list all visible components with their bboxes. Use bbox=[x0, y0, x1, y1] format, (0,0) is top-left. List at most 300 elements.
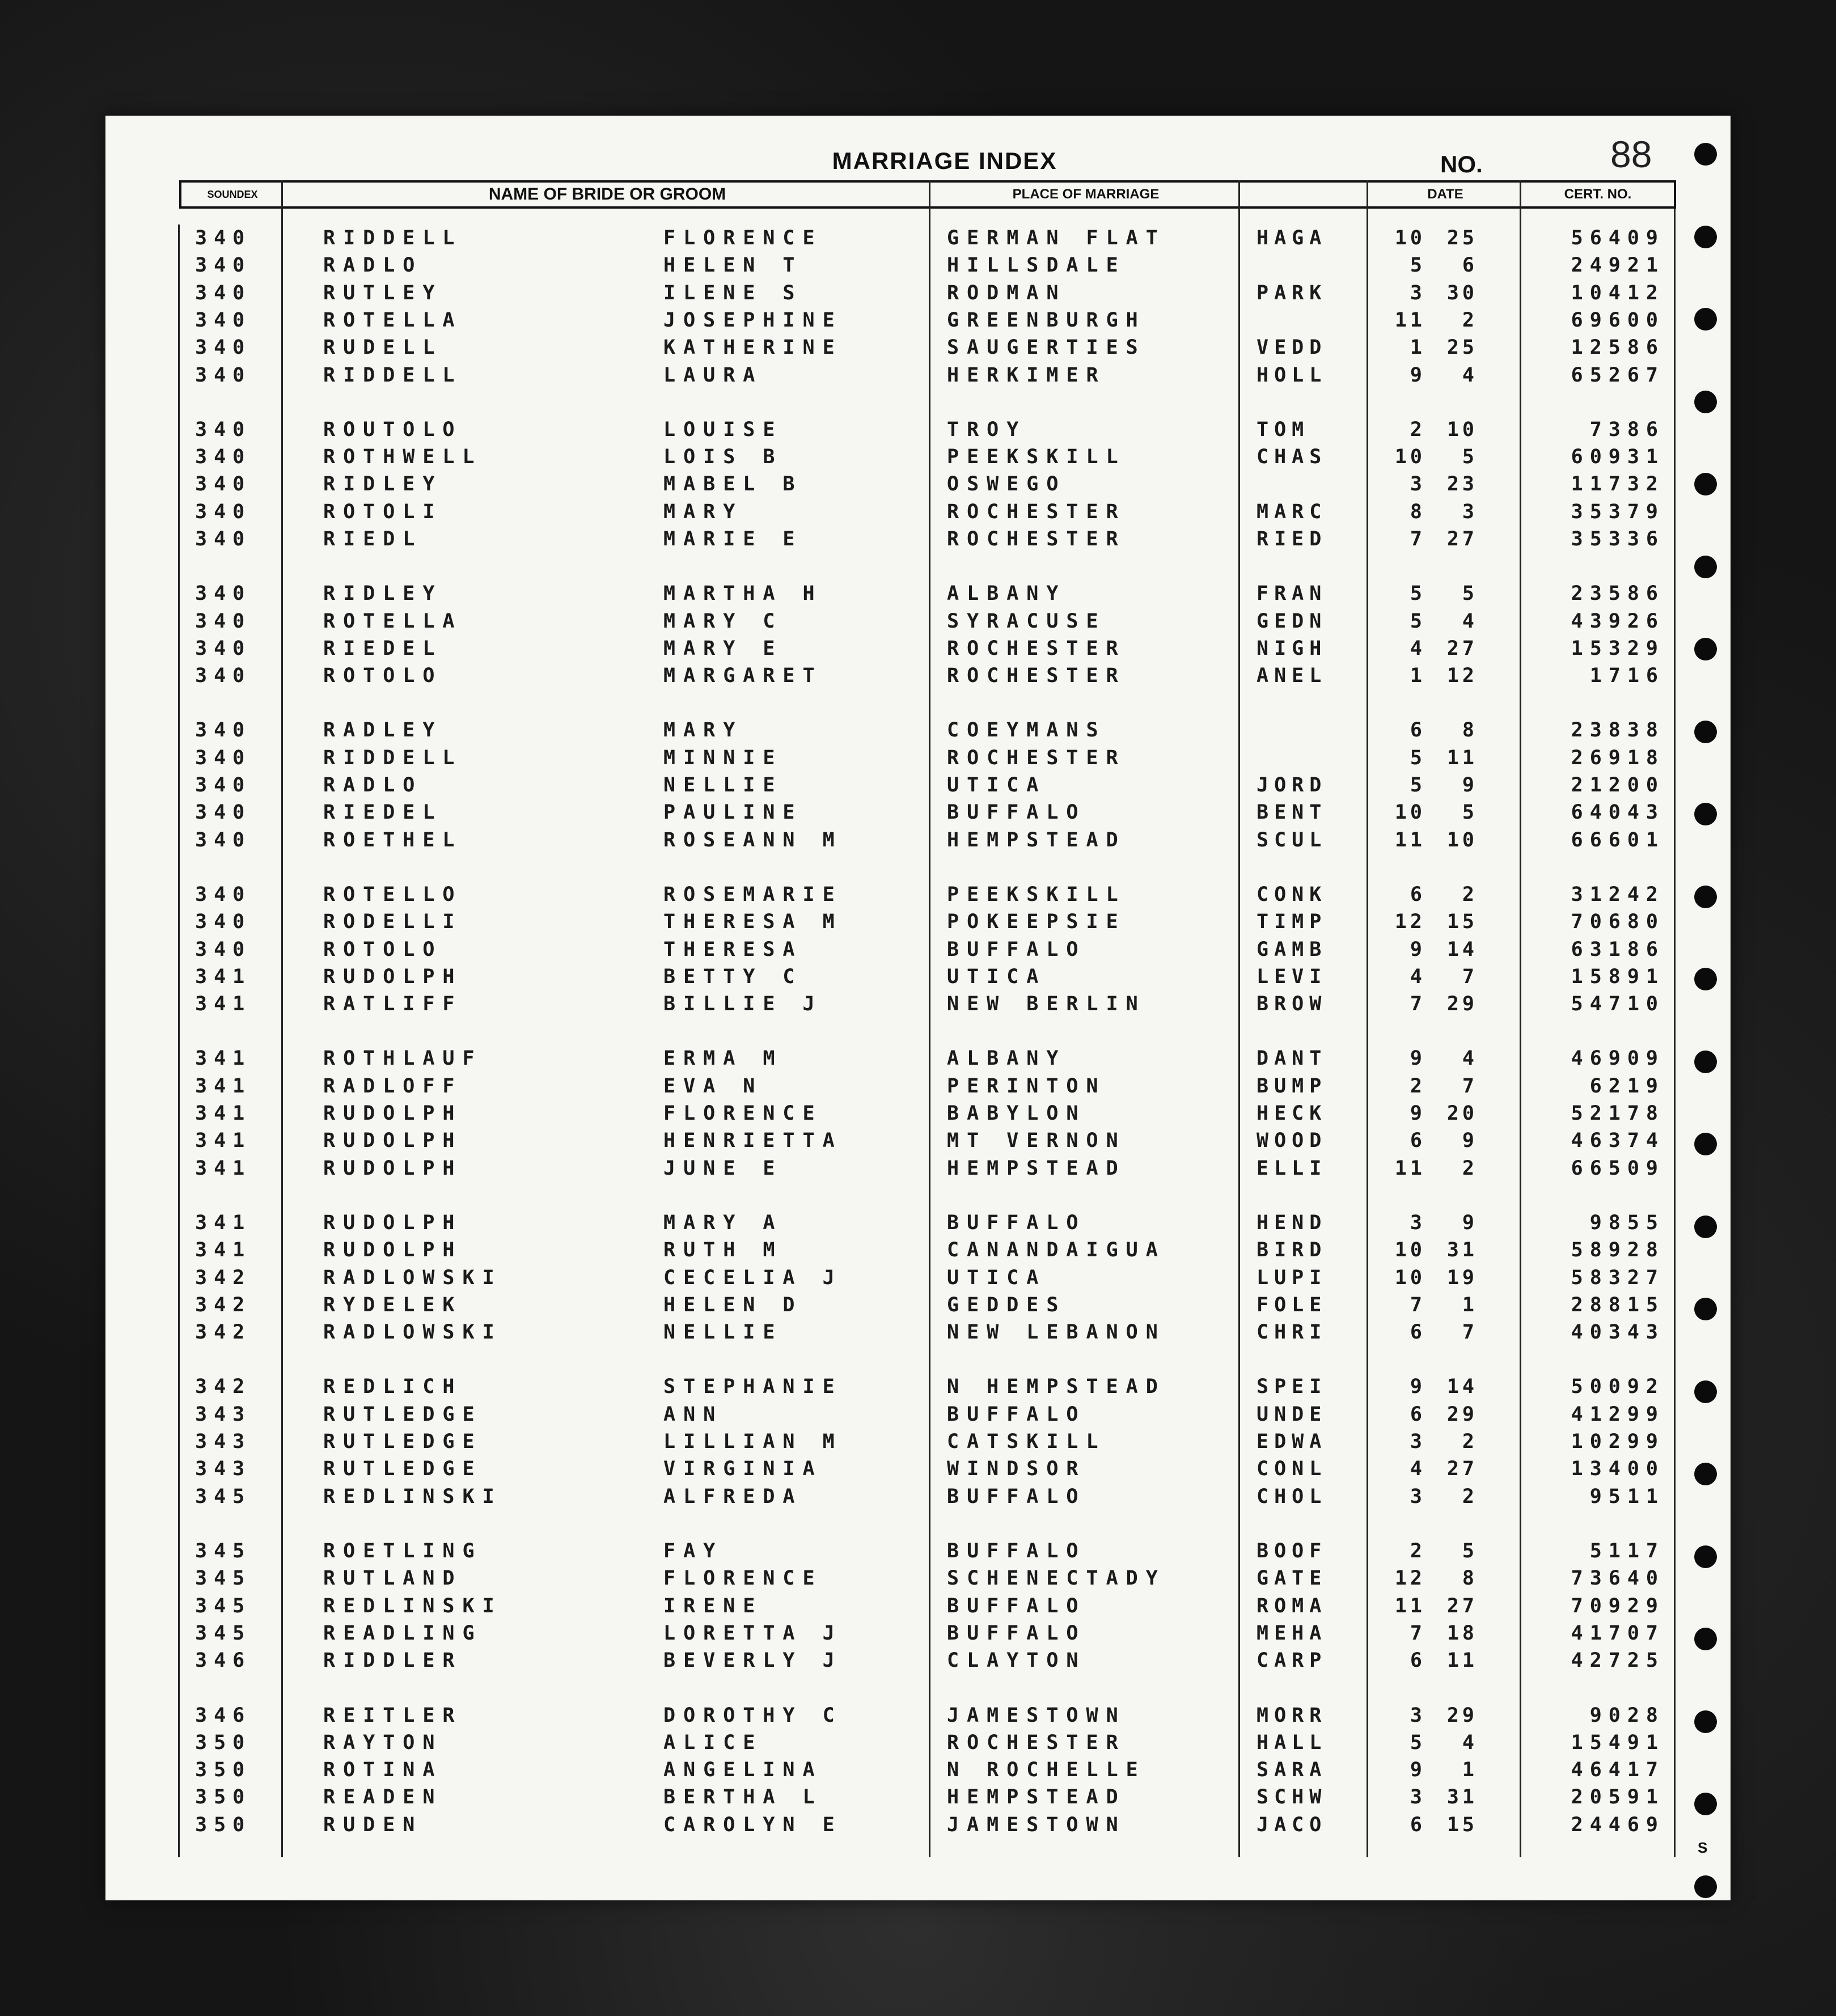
record-row bbox=[105, 1155, 1731, 1182]
cert-number: 46909 bbox=[1571, 1047, 1665, 1070]
cert-number: 15491 bbox=[1571, 1731, 1665, 1754]
surname: RUDOLPH bbox=[323, 1239, 463, 1261]
date-month: 9 bbox=[1410, 938, 1425, 961]
record-row bbox=[105, 1811, 1731, 1839]
surname: RADLOWSKI bbox=[323, 1321, 502, 1344]
place-of-marriage: ROCHESTER bbox=[947, 747, 1126, 769]
officiant: UNDE bbox=[1257, 1403, 1327, 1426]
officiant: CARP bbox=[1257, 1649, 1327, 1672]
record-row bbox=[105, 279, 1731, 307]
date-month: 5 bbox=[1410, 610, 1425, 633]
cert-number: 40343 bbox=[1571, 1321, 1665, 1344]
soundex-code: 340 bbox=[195, 418, 252, 441]
surname: READEN bbox=[323, 1786, 443, 1809]
date-month: 2 bbox=[1410, 418, 1425, 441]
date-month: 12 bbox=[1394, 910, 1425, 933]
cert-number: 10299 bbox=[1571, 1430, 1665, 1453]
given-name: CAROLYN E bbox=[663, 1814, 843, 1836]
date-day: 4 bbox=[1462, 1731, 1478, 1754]
officiant: RIED bbox=[1257, 528, 1327, 550]
officiant: SCHW bbox=[1257, 1786, 1327, 1809]
officiant: MEHA bbox=[1257, 1622, 1327, 1645]
surname: RUTLEDGE bbox=[323, 1458, 483, 1480]
cert-number: 41707 bbox=[1571, 1622, 1665, 1645]
date-month: 5 bbox=[1410, 774, 1425, 797]
given-name: FLORENCE bbox=[663, 1567, 823, 1590]
place-of-marriage: PEEKSKILL bbox=[947, 883, 1126, 906]
punch-hole bbox=[1694, 886, 1717, 908]
date-day: 15 bbox=[1446, 910, 1478, 933]
place-of-marriage: NEW BERLIN bbox=[947, 993, 1146, 1015]
place-of-marriage: BUFFALO bbox=[947, 1540, 1086, 1562]
soundex-code: 340 bbox=[195, 801, 252, 824]
given-name: MARY A bbox=[663, 1212, 783, 1234]
cert-number: 70680 bbox=[1571, 910, 1665, 933]
officiant: HEND bbox=[1257, 1212, 1327, 1234]
date-month: 5 bbox=[1410, 254, 1425, 277]
given-name: NELLIE bbox=[663, 1321, 783, 1344]
date-day: 10 bbox=[1446, 829, 1478, 852]
cert-number: 64043 bbox=[1571, 801, 1665, 824]
date-month: 3 bbox=[1410, 1704, 1425, 1727]
officiant: FOLE bbox=[1257, 1294, 1327, 1316]
surname: RUTLEY bbox=[323, 282, 443, 304]
record-row bbox=[105, 225, 1731, 252]
soundex-code: 340 bbox=[195, 747, 252, 769]
given-name: ALICE bbox=[663, 1731, 763, 1754]
record-row bbox=[105, 471, 1731, 498]
place-of-marriage: BUFFALO bbox=[947, 938, 1086, 961]
date-month: 5 bbox=[1410, 1731, 1425, 1754]
place-of-marriage: COEYMANS bbox=[947, 719, 1106, 742]
record-row bbox=[105, 307, 1731, 334]
cert-number: 15891 bbox=[1571, 965, 1665, 988]
officiant: JORD bbox=[1257, 774, 1327, 797]
given-name: MINNIE bbox=[663, 747, 783, 769]
place-of-marriage: MT VERNON bbox=[947, 1129, 1126, 1152]
cert-number: 73640 bbox=[1571, 1567, 1665, 1590]
date-day: 9 bbox=[1462, 774, 1478, 797]
soundex-code: 340 bbox=[195, 910, 252, 933]
punch-hole bbox=[1694, 1380, 1717, 1403]
given-name: MARY bbox=[663, 719, 743, 742]
punch-hole bbox=[1694, 1298, 1717, 1320]
date-month: 9 bbox=[1410, 364, 1425, 387]
officiant: PARK bbox=[1257, 282, 1327, 304]
given-name: CECELIA J bbox=[663, 1267, 843, 1289]
date-day: 18 bbox=[1446, 1622, 1478, 1645]
given-name: MARY E bbox=[663, 637, 783, 660]
surname: REDLINSKI bbox=[323, 1485, 502, 1508]
officiant: LEVI bbox=[1257, 965, 1327, 988]
soundex-code: 341 bbox=[195, 1239, 252, 1261]
cert-number: 43926 bbox=[1571, 610, 1665, 633]
record-row bbox=[105, 1538, 1731, 1565]
given-name: LOUISE bbox=[663, 418, 783, 441]
given-name: BEVERLY J bbox=[663, 1649, 843, 1672]
given-name: BETTY C bbox=[663, 965, 803, 988]
officiant: HOLL bbox=[1257, 364, 1327, 387]
cert-number: 69600 bbox=[1571, 309, 1665, 332]
cert-number: 60931 bbox=[1571, 446, 1665, 468]
date-day: 11 bbox=[1446, 1649, 1478, 1672]
place-of-marriage: HEMPSTEAD bbox=[947, 1786, 1126, 1809]
surname: RAYTON bbox=[323, 1731, 443, 1754]
soundex-code: 350 bbox=[195, 1786, 252, 1809]
officiant: HALL bbox=[1257, 1731, 1327, 1754]
soundex-code: 340 bbox=[195, 637, 252, 660]
date-day: 5 bbox=[1462, 582, 1478, 605]
record-row bbox=[105, 1620, 1731, 1647]
officiant: BOOF bbox=[1257, 1540, 1327, 1562]
place-header: PLACE OF MARRIAGE bbox=[1012, 187, 1160, 202]
number-label: NO. bbox=[1440, 151, 1483, 177]
column-header-bar bbox=[179, 180, 1676, 209]
soundex-code: 342 bbox=[195, 1375, 252, 1398]
cert-number: 9028 bbox=[1589, 1704, 1665, 1727]
place-of-marriage: ROCHESTER bbox=[947, 637, 1126, 660]
officiant: CONL bbox=[1257, 1458, 1327, 1480]
officiant: FRAN bbox=[1257, 582, 1327, 605]
given-name: THERESA bbox=[663, 938, 803, 961]
place-of-marriage: BUFFALO bbox=[947, 801, 1086, 824]
record-row bbox=[105, 1483, 1731, 1510]
date-day: 4 bbox=[1462, 1047, 1478, 1070]
date-day: 2 bbox=[1462, 1485, 1478, 1508]
soundex-code: 342 bbox=[195, 1294, 252, 1316]
place-of-marriage: RODMAN bbox=[947, 282, 1067, 304]
given-name: ROSEANN M bbox=[663, 829, 843, 852]
surname: ROTOLO bbox=[323, 664, 443, 687]
soundex-code: 340 bbox=[195, 254, 252, 277]
officiant: HECK bbox=[1257, 1102, 1327, 1125]
date-day: 14 bbox=[1446, 1375, 1478, 1398]
surname: RADLOFF bbox=[323, 1075, 463, 1098]
record-row bbox=[105, 1428, 1731, 1455]
record-row bbox=[105, 1073, 1731, 1100]
record-row bbox=[105, 580, 1731, 607]
date-month: 6 bbox=[1410, 883, 1425, 906]
record-row bbox=[105, 498, 1731, 526]
place-of-marriage: PERINTON bbox=[947, 1075, 1106, 1098]
place-of-marriage: HERKIMER bbox=[947, 364, 1106, 387]
surname: RUDOLPH bbox=[323, 1102, 463, 1125]
given-name: HENRIETTA bbox=[663, 1129, 843, 1152]
surname: RUTLAND bbox=[323, 1567, 463, 1590]
date-day: 29 bbox=[1446, 1704, 1478, 1727]
soundex-code: 345 bbox=[195, 1595, 252, 1617]
soundex-code: 342 bbox=[195, 1267, 252, 1289]
soundex-code: 343 bbox=[195, 1430, 252, 1453]
officiant: ROMA bbox=[1257, 1595, 1327, 1617]
surname: ROUTOLO bbox=[323, 418, 463, 441]
place-of-marriage: GERMAN FLAT bbox=[947, 227, 1166, 249]
date-month: 2 bbox=[1410, 1075, 1425, 1098]
surname: ROTOLI bbox=[323, 501, 443, 523]
date-day: 27 bbox=[1446, 1595, 1478, 1617]
cert-number: 50092 bbox=[1571, 1375, 1665, 1398]
given-name: FAY bbox=[663, 1540, 724, 1562]
cert-number: 15329 bbox=[1571, 637, 1665, 660]
record-row bbox=[105, 772, 1731, 799]
punch-hole bbox=[1694, 1875, 1717, 1898]
soundex-code: 345 bbox=[195, 1622, 252, 1645]
record-row bbox=[105, 936, 1731, 963]
date-month: 11 bbox=[1394, 1595, 1425, 1617]
soundex-code: 340 bbox=[195, 446, 252, 468]
date-day: 2 bbox=[1462, 309, 1478, 332]
soundex-code: 341 bbox=[195, 1075, 252, 1098]
soundex-code: 345 bbox=[195, 1540, 252, 1562]
officiant: CONK bbox=[1257, 883, 1327, 906]
cert-number: 24921 bbox=[1571, 254, 1665, 277]
date-month: 4 bbox=[1410, 1458, 1425, 1480]
date-month: 1 bbox=[1410, 336, 1425, 359]
given-name: JUNE E bbox=[663, 1157, 783, 1180]
officiant: BUMP bbox=[1257, 1075, 1327, 1098]
soundex-code: 340 bbox=[195, 719, 252, 742]
date-day: 9 bbox=[1462, 1212, 1478, 1234]
given-name: JOSEPHINE bbox=[663, 309, 843, 332]
date-month: 6 bbox=[1410, 1814, 1425, 1836]
date-month: 11 bbox=[1394, 829, 1425, 852]
date-month: 1 bbox=[1410, 664, 1425, 687]
cert-number: 46374 bbox=[1571, 1129, 1665, 1152]
record-row bbox=[105, 1756, 1731, 1784]
date-day: 23 bbox=[1446, 473, 1478, 495]
surname: ROTELLO bbox=[323, 883, 463, 906]
place-of-marriage: ALBANY bbox=[947, 1047, 1067, 1070]
soundex-code: 340 bbox=[195, 528, 252, 550]
surname: RIEDL bbox=[323, 528, 423, 550]
date-day: 15 bbox=[1446, 1814, 1478, 1836]
date-month: 9 bbox=[1410, 1375, 1425, 1398]
soundex-code: 343 bbox=[195, 1403, 252, 1426]
soundex-code: 340 bbox=[195, 473, 252, 495]
record-row bbox=[105, 1045, 1731, 1072]
date-day: 25 bbox=[1446, 227, 1478, 249]
punch-hole bbox=[1694, 1793, 1717, 1815]
surname: RIDLEY bbox=[323, 473, 443, 495]
date-day: 19 bbox=[1446, 1267, 1478, 1289]
date-day: 20 bbox=[1446, 1102, 1478, 1125]
soundex-code: 340 bbox=[195, 582, 252, 605]
date-day: 1 bbox=[1462, 1294, 1478, 1316]
given-name: FLORENCE bbox=[663, 1102, 823, 1125]
cert-number: 46417 bbox=[1571, 1759, 1665, 1781]
cert-number: 31242 bbox=[1571, 883, 1665, 906]
date-day: 5 bbox=[1462, 801, 1478, 824]
place-of-marriage: HEMPSTEAD bbox=[947, 829, 1126, 852]
soundex-code: 340 bbox=[195, 610, 252, 633]
date-month: 2 bbox=[1410, 1540, 1425, 1562]
place-of-marriage: CATSKILL bbox=[947, 1430, 1106, 1453]
soundex-code: 340 bbox=[195, 309, 252, 332]
surname: RUDEN bbox=[323, 1814, 423, 1836]
given-name: IRENE bbox=[663, 1595, 763, 1617]
officiant: ANEL bbox=[1257, 664, 1327, 687]
date-day: 25 bbox=[1446, 336, 1478, 359]
date-day: 5 bbox=[1462, 446, 1478, 468]
surname: RIDLEY bbox=[323, 582, 443, 605]
officiant: JACO bbox=[1257, 1814, 1327, 1836]
officiant: CHRI bbox=[1257, 1321, 1327, 1344]
place-of-marriage: ROCHESTER bbox=[947, 528, 1126, 550]
date-month: 3 bbox=[1410, 1485, 1425, 1508]
cert-number: 20591 bbox=[1571, 1786, 1665, 1809]
record-row bbox=[105, 1455, 1731, 1483]
surname: RUDELL bbox=[323, 336, 443, 359]
date-month: 10 bbox=[1394, 227, 1425, 249]
given-name: THERESA M bbox=[663, 910, 843, 933]
given-name: ERMA M bbox=[663, 1047, 783, 1070]
place-of-marriage: N HEMPSTEAD bbox=[947, 1375, 1166, 1398]
soundex-code: 343 bbox=[195, 1458, 252, 1480]
given-name: LAURA bbox=[663, 364, 763, 387]
cert-number: 26918 bbox=[1571, 747, 1665, 769]
soundex-code: 342 bbox=[195, 1321, 252, 1344]
place-of-marriage: SCHENECTADY bbox=[947, 1567, 1166, 1590]
punch-hole bbox=[1694, 143, 1717, 166]
cert-number: 23586 bbox=[1571, 582, 1665, 605]
date-day: 29 bbox=[1446, 993, 1478, 1015]
cert-number: 28815 bbox=[1571, 1294, 1665, 1316]
place-of-marriage: SAUGERTIES bbox=[947, 336, 1146, 359]
officiant: CHOL bbox=[1257, 1485, 1327, 1508]
surname: RIEDEL bbox=[323, 637, 443, 660]
cert-number: 6219 bbox=[1589, 1075, 1665, 1098]
surname: ROTINA bbox=[323, 1759, 443, 1781]
cert-number: 66601 bbox=[1571, 829, 1665, 852]
record-row bbox=[105, 526, 1731, 553]
cert-number: 7386 bbox=[1589, 418, 1665, 441]
cert-number: 11732 bbox=[1571, 473, 1665, 495]
cert-number: 63186 bbox=[1571, 938, 1665, 961]
given-name: MARY bbox=[663, 501, 743, 523]
record-row bbox=[105, 1127, 1731, 1154]
date-month: 10 bbox=[1394, 1267, 1425, 1289]
place-of-marriage: NEW LEBANON bbox=[947, 1321, 1166, 1344]
soundex-code: 345 bbox=[195, 1485, 252, 1508]
soundex-code: 350 bbox=[195, 1731, 252, 1754]
surname: RUDOLPH bbox=[323, 1212, 463, 1234]
date-day: 10 bbox=[1446, 418, 1478, 441]
place-of-marriage: JAMESTOWN bbox=[947, 1814, 1126, 1836]
given-name: ROSEMARIE bbox=[663, 883, 843, 906]
date-month: 10 bbox=[1394, 446, 1425, 468]
cert-number: 13400 bbox=[1571, 1458, 1665, 1480]
date-day: 27 bbox=[1446, 1458, 1478, 1480]
soundex-code: 340 bbox=[195, 774, 252, 797]
given-name: PAULINE bbox=[663, 801, 803, 824]
date-day: 11 bbox=[1446, 747, 1478, 769]
record-row bbox=[105, 443, 1731, 471]
given-name: ILENE S bbox=[663, 282, 803, 304]
officiant: MORR bbox=[1257, 1704, 1327, 1727]
given-name: LOIS B bbox=[663, 446, 783, 468]
date-day: 12 bbox=[1446, 664, 1478, 687]
punch-hole bbox=[1694, 721, 1717, 743]
surname: RIDDELL bbox=[323, 747, 463, 769]
surname: RODELLI bbox=[323, 910, 463, 933]
place-of-marriage: PEEKSKILL bbox=[947, 446, 1126, 468]
place-of-marriage: UTICA bbox=[947, 774, 1047, 797]
officiant: CHAS bbox=[1257, 446, 1327, 468]
record-row bbox=[105, 635, 1731, 662]
record-row bbox=[105, 1702, 1731, 1729]
record-row bbox=[105, 1264, 1731, 1291]
given-name: MARGARET bbox=[663, 664, 823, 687]
record-row bbox=[105, 881, 1731, 908]
cert-header: CERT. NO. bbox=[1564, 187, 1632, 202]
place-of-marriage: ALBANY bbox=[947, 582, 1067, 605]
record-row bbox=[105, 416, 1731, 443]
date-month: 5 bbox=[1410, 582, 1425, 605]
given-name: HELEN T bbox=[663, 254, 803, 277]
record-row bbox=[105, 717, 1731, 744]
date-month: 7 bbox=[1410, 1294, 1425, 1316]
soundex-code: 340 bbox=[195, 829, 252, 852]
record-row bbox=[105, 827, 1731, 854]
officiant: LUPI bbox=[1257, 1267, 1327, 1289]
record-row bbox=[105, 334, 1731, 361]
record-row bbox=[105, 1319, 1731, 1346]
surname: RADLO bbox=[323, 254, 423, 277]
given-name: DOROTHY C bbox=[663, 1704, 843, 1727]
officiant: SARA bbox=[1257, 1759, 1327, 1781]
record-row bbox=[105, 608, 1731, 635]
date-month: 4 bbox=[1410, 965, 1425, 988]
record-row bbox=[105, 1729, 1731, 1756]
place-of-marriage: HILLSDALE bbox=[947, 254, 1126, 277]
surname: RADLOWSKI bbox=[323, 1267, 502, 1289]
date-month: 3 bbox=[1410, 1430, 1425, 1453]
place-of-marriage: UTICA bbox=[947, 965, 1047, 988]
place-of-marriage: BUFFALO bbox=[947, 1485, 1086, 1508]
surname: RUDOLPH bbox=[323, 965, 463, 988]
cert-number: 24469 bbox=[1571, 1814, 1665, 1836]
page-title: MARRIAGE INDEX bbox=[832, 147, 1057, 174]
officiant: BIRD bbox=[1257, 1239, 1327, 1261]
punch-hole bbox=[1694, 556, 1717, 578]
officiant: GATE bbox=[1257, 1567, 1327, 1590]
date-month: 7 bbox=[1410, 1622, 1425, 1645]
soundex-code: 341 bbox=[195, 1129, 252, 1152]
record-row bbox=[105, 1593, 1731, 1620]
record-row bbox=[105, 908, 1731, 935]
date-month: 11 bbox=[1394, 309, 1425, 332]
date-header: DATE bbox=[1427, 187, 1463, 202]
punch-hole bbox=[1694, 1215, 1717, 1238]
soundex-code: 340 bbox=[195, 336, 252, 359]
place-of-marriage: BABYLON bbox=[947, 1102, 1086, 1125]
date-month: 3 bbox=[1410, 1786, 1425, 1809]
surname: RADLO bbox=[323, 774, 423, 797]
record-row bbox=[105, 1236, 1731, 1264]
date-day: 30 bbox=[1446, 282, 1478, 304]
date-month: 6 bbox=[1410, 1649, 1425, 1672]
surname: REDLINSKI bbox=[323, 1595, 502, 1617]
date-day: 8 bbox=[1462, 1567, 1478, 1590]
date-day: 7 bbox=[1462, 1075, 1478, 1098]
date-day: 1 bbox=[1462, 1759, 1478, 1781]
surname: RADLEY bbox=[323, 719, 443, 742]
cert-number: 1716 bbox=[1589, 664, 1665, 687]
cert-number: 58928 bbox=[1571, 1239, 1665, 1261]
record-row bbox=[105, 1565, 1731, 1592]
date-day: 6 bbox=[1462, 254, 1478, 277]
record-row bbox=[105, 1401, 1731, 1428]
